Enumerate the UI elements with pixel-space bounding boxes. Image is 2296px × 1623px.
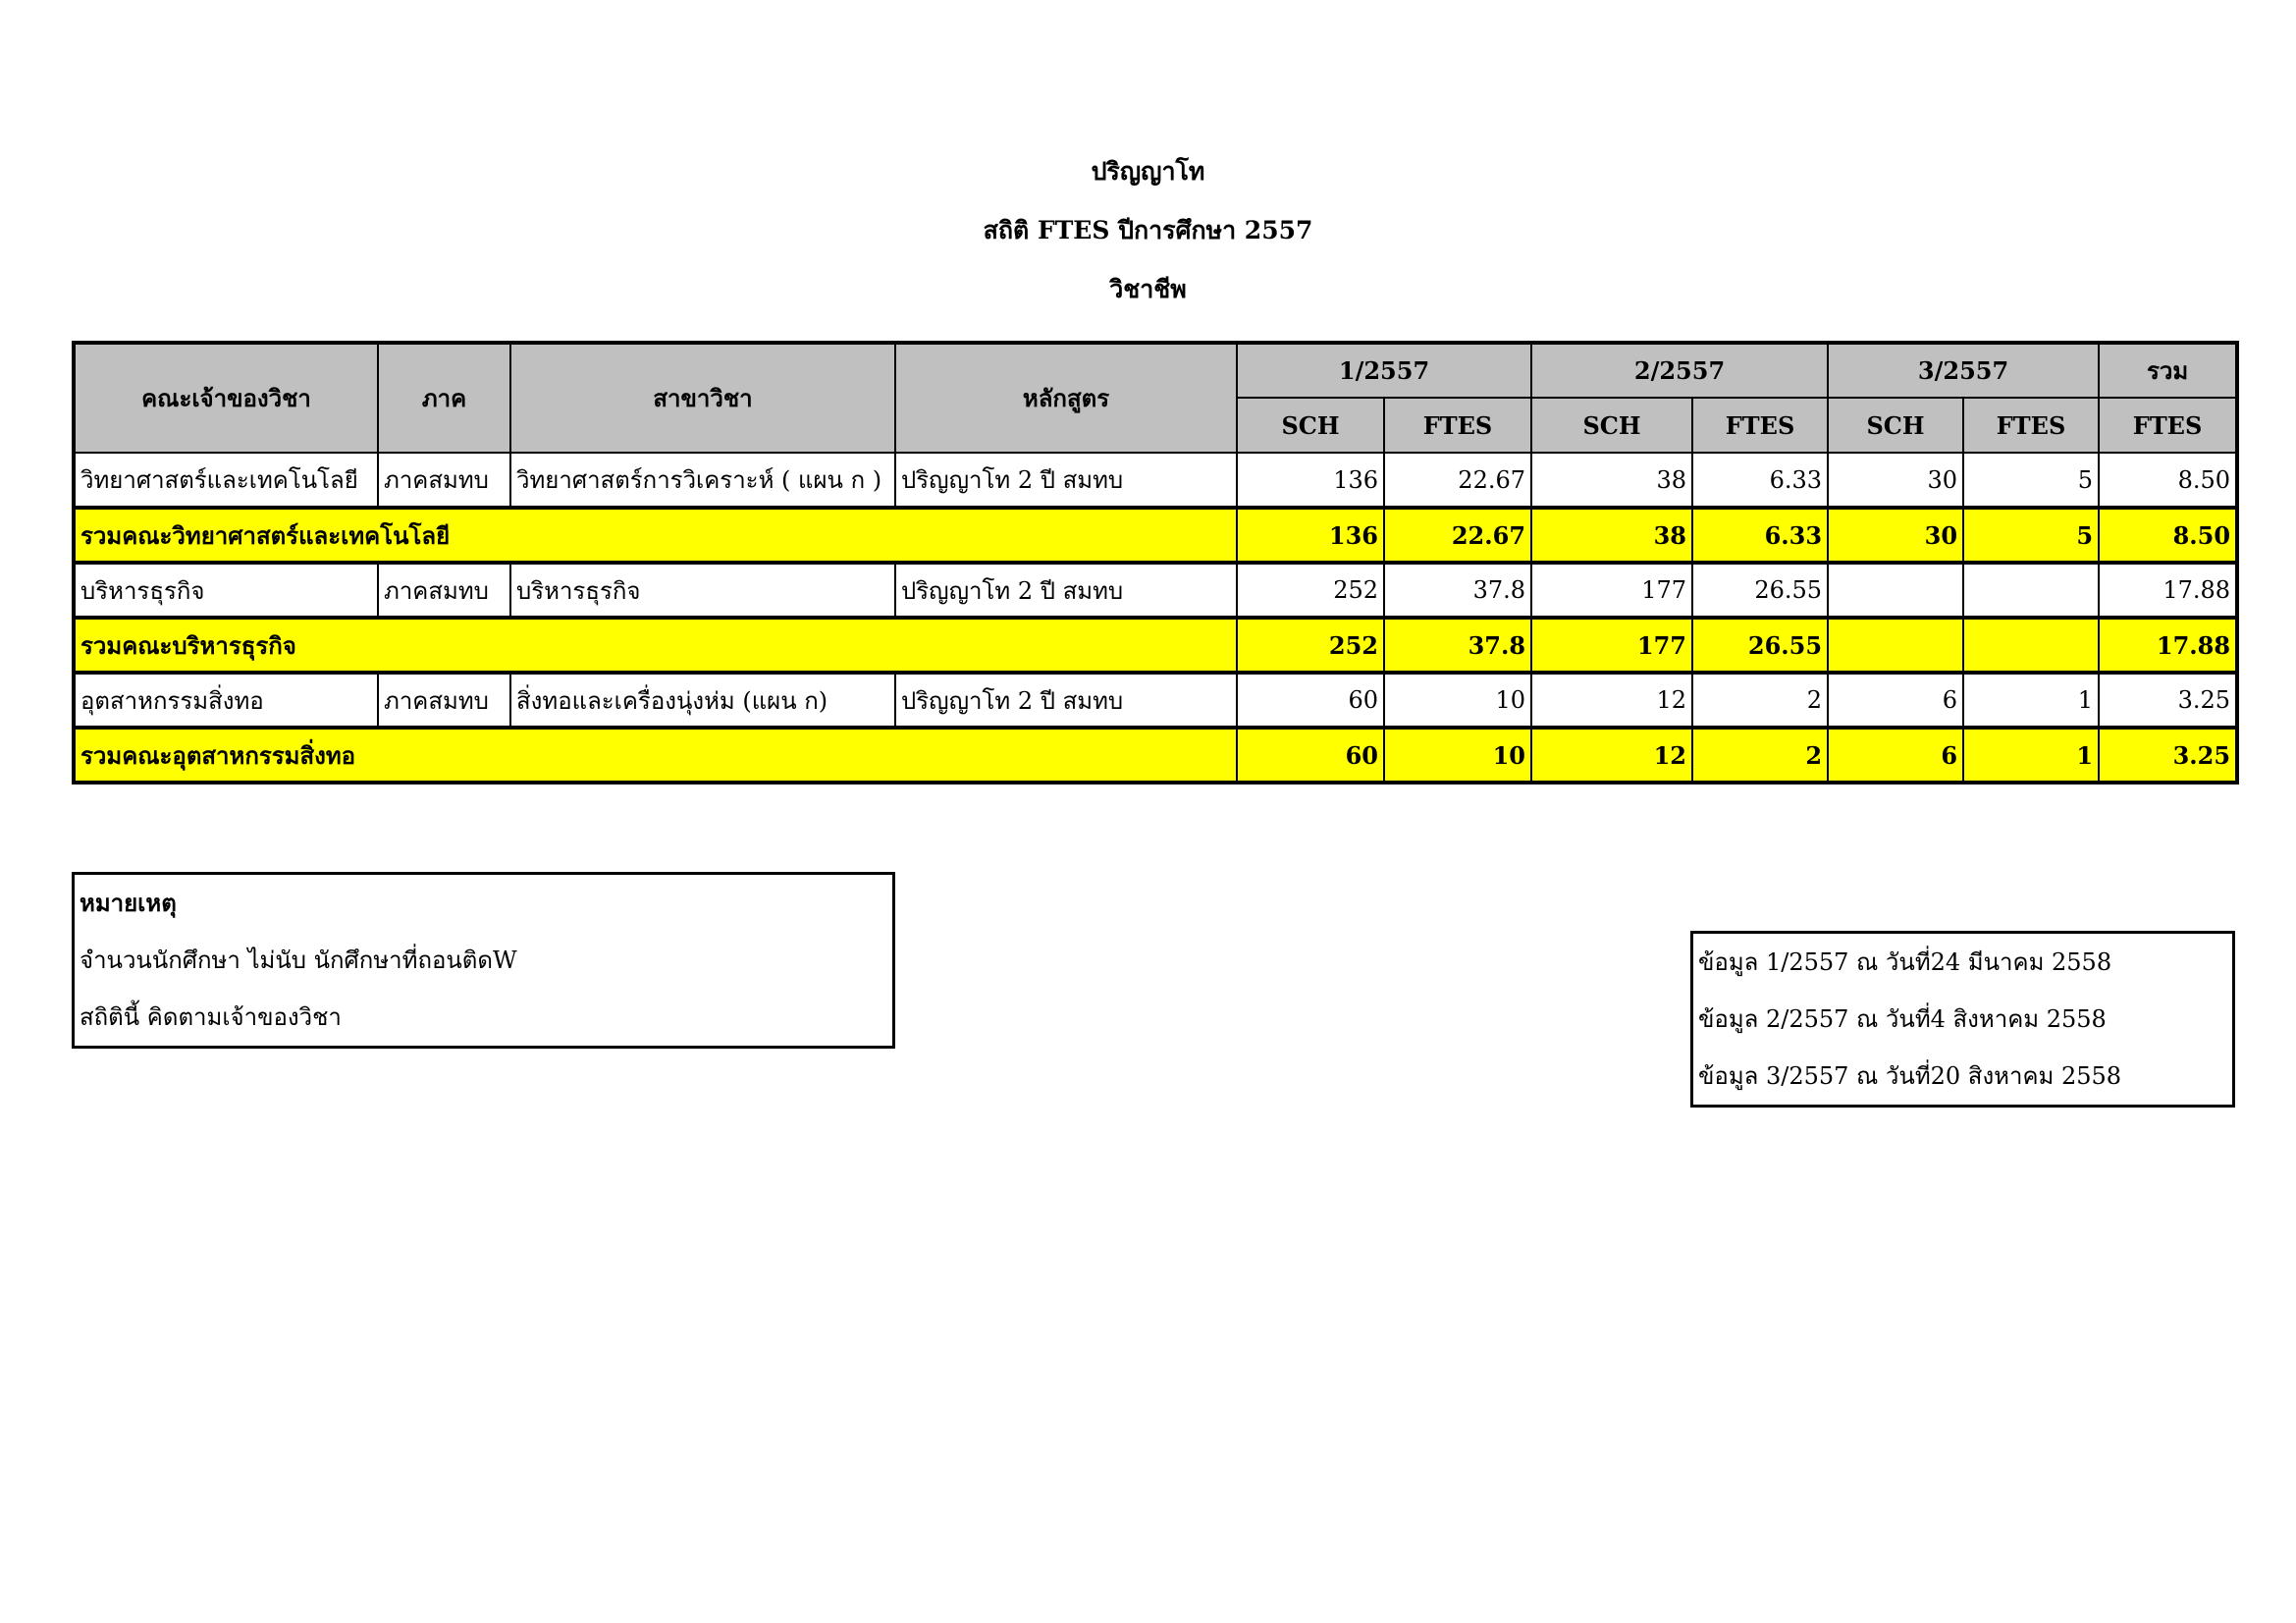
title-degree: ปริญญาโท: [1091, 157, 1205, 186]
cell-sch1: 252: [1237, 563, 1384, 618]
header-term1: 1/2557: [1237, 343, 1531, 398]
cell-ftes2: 2: [1692, 673, 1828, 728]
cell-total: 3.25: [2099, 728, 2237, 783]
header-major: สาขาวิชา: [510, 343, 895, 453]
report-titles: [0, 157, 2296, 334]
notes-box: [72, 872, 895, 1049]
cell-ftes3: 5: [1963, 453, 2099, 508]
cell-ftes1: 22.67: [1384, 508, 1531, 563]
cell-ftes1: 22.67: [1384, 453, 1531, 508]
total-row: [74, 508, 2237, 563]
cell-ftes2: 26.55: [1692, 618, 1828, 673]
title-stats: สถิติ FTES ปีการศึกษา 2557: [983, 216, 1313, 244]
header-total: รวม: [2099, 343, 2237, 398]
cell-ftes3: 1: [1963, 673, 2099, 728]
cell-dept: ภาคสมทบ: [378, 673, 510, 728]
cell-sch2: 12: [1531, 728, 1692, 783]
title-program-type: วิชาชีพ: [1109, 275, 1187, 303]
cell-program: ปริญญาโท 2 ปี สมทบ: [895, 673, 1237, 728]
cell-ftes3: [1963, 563, 2099, 618]
cell-sch2: 177: [1531, 563, 1692, 618]
cell-total: 3.25: [2099, 673, 2237, 728]
cell-ftes1: 10: [1384, 673, 1531, 728]
cell-total: 8.50: [2099, 508, 2237, 563]
cell-dept: ภาคสมทบ: [378, 453, 510, 508]
header-dept: ภาค: [378, 343, 510, 453]
cell-sch3: 30: [1828, 508, 1963, 563]
cell-sch1: 136: [1237, 508, 1384, 563]
header-row-1: [74, 343, 2237, 398]
cell-ftes1: 10: [1384, 728, 1531, 783]
cell-sch2: 12: [1531, 673, 1692, 728]
header-program: หลักสูตร: [895, 343, 1237, 453]
cell-total: 17.88: [2099, 618, 2237, 673]
cell-faculty: บริหารธุรกิจ: [74, 563, 378, 618]
cell-total: 8.50: [2099, 453, 2237, 508]
cell-faculty: วิทยาศาสตร์และเทคโนโลยี: [74, 453, 378, 508]
cell-sch3: [1828, 618, 1963, 673]
cell-ftes2: 2: [1692, 728, 1828, 783]
cell-sch2: 38: [1531, 453, 1692, 508]
header-ftes3: FTES: [1963, 398, 2099, 453]
cell-sch1: 60: [1237, 673, 1384, 728]
cell-total-label: รวมคณะวิทยาศาสตร์และเทคโนโลยี: [74, 508, 1237, 563]
cell-program: ปริญญาโท 2 ปี สมทบ: [895, 563, 1237, 618]
cell-dept: ภาคสมทบ: [378, 563, 510, 618]
table-row: [74, 673, 2237, 728]
cell-total: 17.88: [2099, 563, 2237, 618]
total-row: [74, 728, 2237, 783]
cell-sch3: 6: [1828, 728, 1963, 783]
table-row: [74, 453, 2237, 508]
data-date-1: ข้อมูล 1/2557 ณ วันที่24 มีนาคม 2558: [1698, 948, 2112, 976]
cell-total-label: รวมคณะบริหารธุรกิจ: [74, 618, 1237, 673]
cell-sch1: 136: [1237, 453, 1384, 508]
cell-major: วิทยาศาสตร์การวิเคราะห์ ( แผน ก ): [510, 453, 895, 508]
data-date-2: ข้อมูล 2/2557 ณ วันที่4 สิงหาคม 2558: [1698, 1005, 2107, 1033]
cell-faculty: อุตสาหกรรมสิ่งทอ: [74, 673, 378, 728]
data-dates-box: [1690, 931, 2235, 1108]
table-row: [74, 563, 2237, 618]
cell-ftes2: 6.33: [1692, 508, 1828, 563]
header-ftes1: FTES: [1384, 398, 1531, 453]
cell-ftes2: 6.33: [1692, 453, 1828, 508]
header-term2: 2/2557: [1531, 343, 1828, 398]
notes-heading: หมายเหตุ: [80, 889, 177, 917]
cell-sch1: 60: [1237, 728, 1384, 783]
cell-ftes1: 37.8: [1384, 563, 1531, 618]
cell-sch2: 177: [1531, 618, 1692, 673]
total-row: [74, 618, 2237, 673]
cell-major: สิ่งทอและเครื่องนุ่งห่ม (แผน ก): [510, 673, 895, 728]
cell-ftes3: 1: [1963, 728, 2099, 783]
notes-line-1: จำนวนนักศึกษา ไม่นับ นักศึกษาที่ถอนติดW: [80, 947, 517, 974]
header-term3: 3/2557: [1828, 343, 2099, 398]
notes-line-2: สถิตินี้ คิดตามเจ้าของวิชา: [80, 1003, 342, 1031]
cell-program: ปริญญาโท 2 ปี สมทบ: [895, 453, 1237, 508]
header-total-ftes: FTES: [2099, 398, 2237, 453]
cell-ftes3: [1963, 618, 2099, 673]
cell-sch1: 252: [1237, 618, 1384, 673]
header-ftes2: FTES: [1692, 398, 1828, 453]
cell-sch3: [1828, 563, 1963, 618]
cell-ftes1: 37.8: [1384, 618, 1531, 673]
cell-major: บริหารธุรกิจ: [510, 563, 895, 618]
cell-ftes2: 26.55: [1692, 563, 1828, 618]
header-sch2: SCH: [1531, 398, 1692, 453]
cell-sch2: 38: [1531, 508, 1692, 563]
header-faculty: คณะเจ้าของวิชา: [74, 343, 378, 453]
cell-sch3: 6: [1828, 673, 1963, 728]
ftes-table: [72, 341, 2239, 784]
data-date-3: ข้อมูล 3/2557 ณ วันที่20 สิงหาคม 2558: [1698, 1062, 2122, 1090]
cell-total-label: รวมคณะอุตสาหกรรมสิ่งทอ: [74, 728, 1237, 783]
cell-sch3: 30: [1828, 453, 1963, 508]
header-sch1: SCH: [1237, 398, 1384, 453]
cell-ftes3: 5: [1963, 508, 2099, 563]
header-sch3: SCH: [1828, 398, 1963, 453]
